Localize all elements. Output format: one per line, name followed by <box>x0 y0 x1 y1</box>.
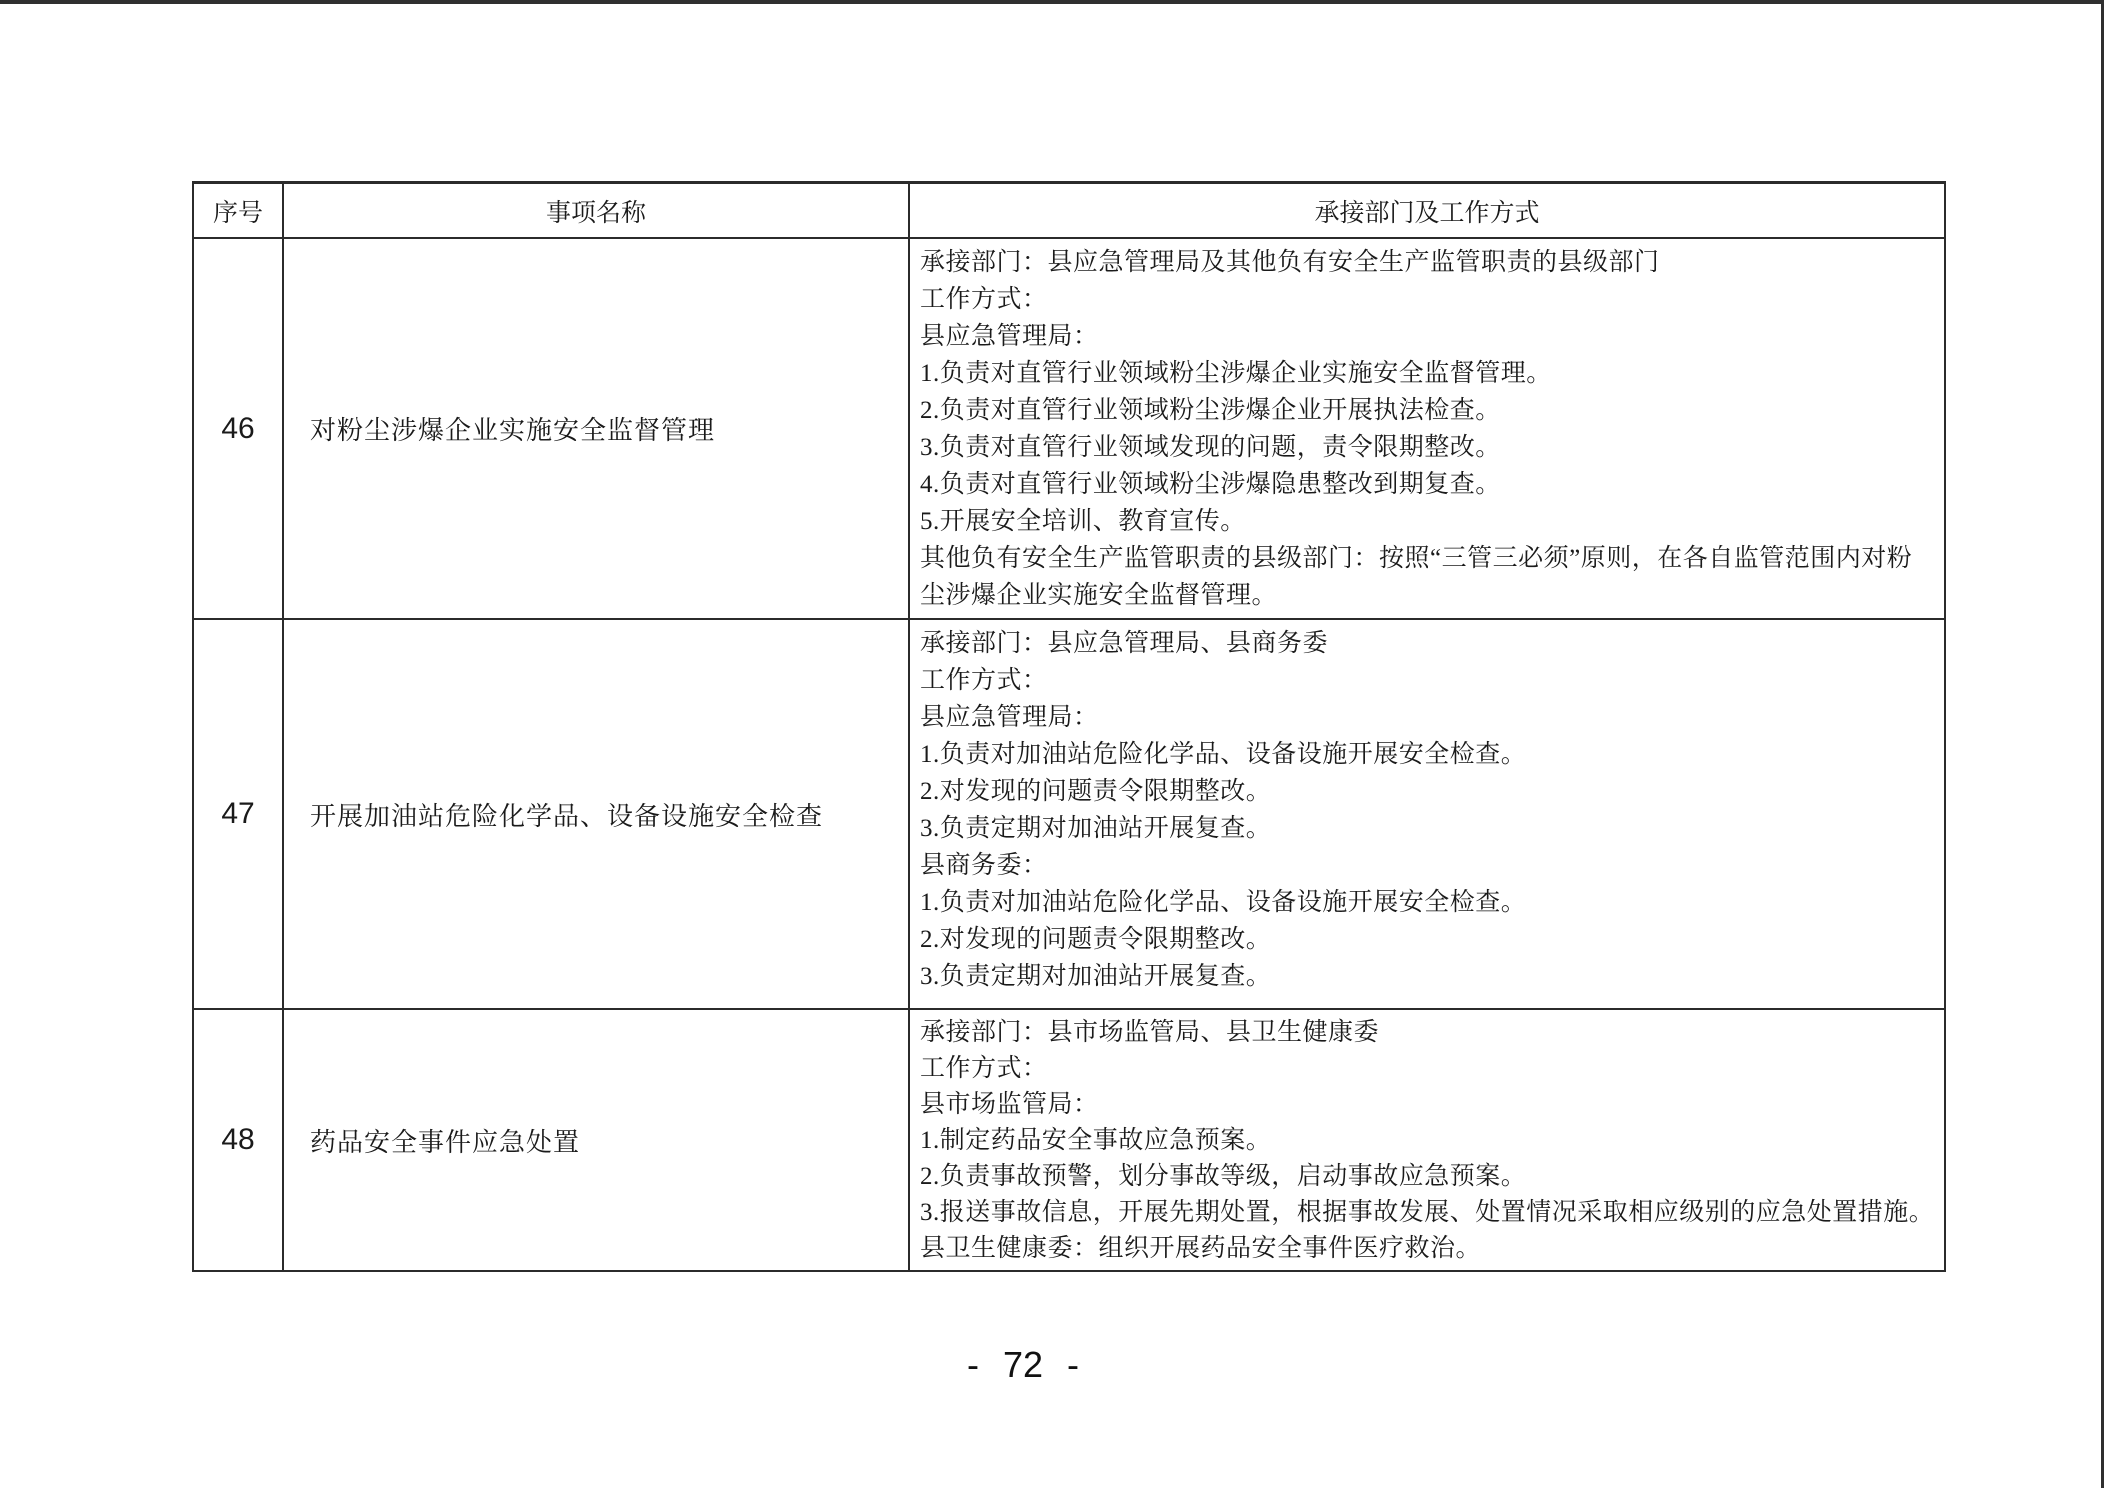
department-method-cell <box>909 1009 1945 1271</box>
table-header-row <box>193 183 1945 239</box>
detail-line: 县商务委： <box>920 852 1048 879</box>
serial-number: 47 <box>193 619 283 1009</box>
item-name: 开展加油站危险化学品、设备设施安全检查 <box>283 619 909 1009</box>
detail-line: 县应急管理局： <box>920 323 1099 350</box>
header-serial-number: 序号 <box>193 183 283 239</box>
header-department-method: 承接部门及工作方式 <box>909 183 1945 239</box>
detail-line: 承接部门：县市场监管局、县卫生健康委 <box>920 1019 1380 1046</box>
detail-line: 3.负责定期对加油站开展复查。 <box>920 815 1272 842</box>
detail-line: 2.对发现的问题责令限期整改。 <box>920 778 1272 805</box>
detail-line: 3.负责对直管行业领域发现的问题，责令限期整改。 <box>920 434 1501 461</box>
item-name: 药品安全事件应急处置 <box>283 1009 909 1271</box>
detail-line: 3.负责定期对加油站开展复查。 <box>920 963 1272 990</box>
detail-line: 承接部门：县应急管理局、县商务委 <box>920 630 1329 657</box>
detail-line: 县应急管理局： <box>920 704 1099 731</box>
detail-line: 其他负有安全生产监管职责的县级部门：按照“三管三必须”原则，在各自监管范围内对粉尘涉爆企业实施安全监督管理。 <box>920 545 1913 609</box>
responsibility-table <box>192 181 1946 1272</box>
window-top-edge <box>0 0 2104 4</box>
serial-number: 46 <box>193 238 283 619</box>
detail-line: 1.负责对加油站危险化学品、设备设施开展安全检查。 <box>920 889 1527 916</box>
department-method-cell <box>909 238 1945 619</box>
detail-line: 1.负责对直管行业领域粉尘涉爆企业实施安全监督管理。 <box>920 360 1552 387</box>
detail-line: 工作方式： <box>920 286 1048 313</box>
detail-line: 3.报送事故信息，开展先期处置，根据事故发展、处置情况采取相应级别的应急处置措施。 <box>920 1199 1935 1226</box>
detail-line: 工作方式： <box>920 667 1048 694</box>
detail-line: 承接部门：县应急管理局及其他负有安全生产监管职责的县级部门 <box>920 249 1660 276</box>
table-row <box>193 619 1945 1009</box>
detail-line: 2.负责事故预警，划分事故等级，启动事故应急预案。 <box>920 1163 1527 1190</box>
detail-line: 2.对发现的问题责令限期整改。 <box>920 926 1272 953</box>
page-number: - 72 - <box>966 1344 1080 1385</box>
item-name: 对粉尘涉爆企业实施安全监督管理 <box>283 238 909 619</box>
serial-number: 48 <box>193 1009 283 1271</box>
detail-line: 2.负责对直管行业领域粉尘涉爆企业开展执法检查。 <box>920 397 1501 424</box>
department-method-cell <box>909 619 1945 1009</box>
detail-line: 县卫生健康委：组织开展药品安全事件医疗救治。 <box>920 1235 1482 1262</box>
table-row <box>193 1009 1945 1271</box>
detail-line: 5.开展安全培训、教育宣传。 <box>920 508 1246 535</box>
detail-line: 1.制定药品安全事故应急预案。 <box>920 1127 1272 1154</box>
detail-line: 1.负责对加油站危险化学品、设备设施开展安全检查。 <box>920 741 1527 768</box>
table-row <box>193 238 1945 619</box>
detail-line: 4.负责对直管行业领域粉尘涉爆隐患整改到期复查。 <box>920 471 1501 498</box>
header-item-name: 事项名称 <box>283 183 909 239</box>
detail-line: 县市场监管局： <box>920 1091 1099 1118</box>
detail-line: 工作方式： <box>920 1055 1048 1082</box>
